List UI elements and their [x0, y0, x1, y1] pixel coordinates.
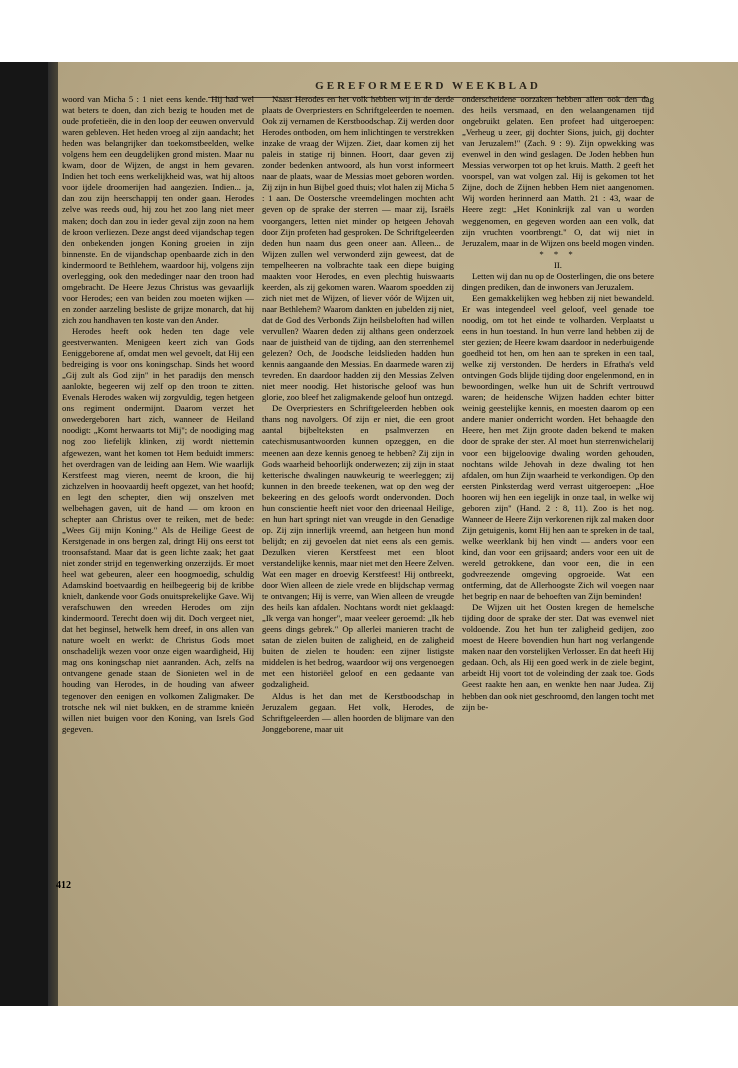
section-heading: II.: [554, 259, 562, 270]
paragraph: Naast Herodes en het volk hebben wij in de derde plaats de Overpriesters en Schriftgeleerden te noemen. Ook zij vernamen de Kerstboodschap. Zij werden door Herodes ontboden, om hem inlichtingen te verstrekken inzake de vraag der Wijzen. Ziet, daar komen zij het paleis in statige rij binnen. Hoort, daar geven zij zonder bedenken antwoord, als hun vorst informeert naar de plaats, waar de Messias moet geboren worden. Zij zijn in hun Bijbel goed thuis; vlot halen zij Micha 5 : 1 aan. De Oostersche vreemdelingen mochten acht geven op de sprake der sterren — maar zij, Israëls voorgangers, letten niet minder op hetgeen Jehovah door Zijn profeten had gesproken. De Schriftgeleerden deden hun naam dus geen oneer aan. Alleen... de Wijzen zullen wel verwonderd zijn geweest, dat de tempelheeren na volbrachte taak een diepe buiging maakten voor Herodes, en even plechtig huiswaarts keerden, als zij gekomen waren. Waarom spoedden zij zich niet met de Wijzen, of liever vóór de Wijzen uit, naar Bethlehem? Waarom dankten en jubelden zij niet, dat de God des Verbonds Zijn heilsbeloften had willen vervullen? Waaren deden zij althans geen onderzoek naar de juistheid van de tijding, aan den sterrenhemel gelezen? Och, de Joodsche leidslieden hadden hun kennis aangaande den Messias. En daarmede waren zij tevreden. En daardoor hadden zij den Messias Zelven niet meer noodig. Het historische geloof was hun glorie, zoo bleef het zaligmakende geloof hun ontzegd.: [262, 94, 454, 403]
text-column-1: [62, 94, 254, 904]
paragraph: Herodes heeft ook heden ten dage vele geestverwanten. Menigeen keert zich van Gods Eeniggeborene af, omdat men wel gevoelt, dat Hij een bedreiging is voor ons koningschap. Sinds het woord „Gij zult als God zijn" in het paradijs den mensch aanlokte, begeeren wij zelf op den troon te zitten. Evenals Herodes waken wij zorgvuldig, tegen hetgeen ons regiment ondermijnt. Daarom verzet het onwedergeboren hart zich, wanneer de Heiland noodigt: „Komt herwaarts tot Mij"; de noodiging mag nog zoo liefelijk klinken, zij wordt niettemin afgewezen, want het komen tot Hem beduidt immers: het overdragen van de leiding aan Hem. Wie waarlijk Kerstfeest mag vieren, neemt de kroon, die hij zichzelven in hoovaardij heeft opgezet, van het hoofd; en legt den schepter, dien wij onszelven met welbehagen gaven, uit de hand — om kroon en schepter aan Christus over te reiken, met de bede: „Wees Gij mijn Koning." Als de Heilige Geest de Kerstgenade in ons bergen zal, dringt Hij ons eerst tot troonsafstand. Maar dat is geen lichte zaak; het gaat niet zonder strijd en tegenwerking onzerzijds. Er moet heel wat gebeuren, aleer een hoogmoedig, schuldig Adamskind boetvaardig en heilbegeerig bij de kribbe knielt, dankende voor Gods onuitsprekelijke Gave. Wij verafschuwen den wreeden Herodes om zijn kindermoord. Terecht doen wij dit. Doch vergeet niet, dat het beginsel, hetwelk hem dreef, in ons allen van nature woelt en werkt: de Christus Gods moet onschadelijk wezen voor onze eigen waardigheid, Hij mag ons koningschap niet aanranden. Ach, zelfs na ontvangene genade staan de Sionieten wel in de houding van Herodes, in de houding van afweer tegenover den eenigen en volkomen Zaligmaker. De trotsche nek wil niet bukken, en de stramme knieën willen niet buigen voor den Koning, van Isrels God gegeven.: [62, 325, 254, 734]
section-separator: * * *: [539, 248, 577, 259]
paragraph: Aldus is het dan met de Kerstboodschap in Jeruzalem gegaan. Het volk, Herodes, de Schriftgeleerden — allen hoorden de blijmare van den Jonggeborene, maar uit: [262, 690, 454, 734]
book-spine-shadow: [48, 62, 58, 1006]
text-column-3: [462, 94, 654, 894]
paragraph: Letten wij dan nu op de Oosterlingen, die ons betere dingen prediken, dan de inwoners van Jeruzalem.: [462, 270, 654, 292]
paragraph: onderscheidene oorzaken hebben allen ook den dag des heils versmaad, en den welaangenamen tijd ongebruikt gelaten. Een profeet had uitgeroepen: „Verheug u zeer, gij dochter Sions, juich, gij dochter van Jeruzalem!" (Zach. 9 : 9). Zijn opwekking was evenwel in den wind geslagen. De Joden hebben hun Messias verworpen tot op het kruis. Matth. 2 geeft het voorspel, van wat volgen zal. Hij is gekomen tot het Zijne, doch de Zijnen hebben Hem niet aangenomen. Wij worden herinnerd aan Matth. 21 : 43, waar de Heere zegt: „Het Koninkrijk zal van u worden weggenomen, en gegeven worden aan een volk, dat zijn vruchten voortbrengt." O, dat wij niet in Jeruzalem, maar in de Wijzen ons beeld mogen vinden.: [462, 94, 654, 248]
paragraph: Een gemakkelijken weg hebben zij niet bewandeld. Er was integendeel veel geloof, veel genade toe noodig, om tot het einde te volharden. Verplaatst u eens in hun toestand. In hun verre land hebben zij de ster gezien; de Heere kwam daardoor in nederbuigende goedheid tot hen, om hen aan te spreken in een taal, welke zij verstonden. De herders in Efratha's veld ontvingen Gods blijde tijding door engelenmond, en in bewoordingen, welke hun uit de Schrift vertrouwd waren; de heidensche Wijzen hadden echter bitter weinig geestelijke kennis, en moesten daarom op een andere manier onderricht worden. Het behaagde den Heere, hen met Zijn groote daden bekend te maken door de sprake der ster. Al moet hun sterrenwichelarij voor een bijgeloovige dwaling worden gehouden, nochtans wilde Jehovah in deze dwaling tot hen afdalen, om hun Zijn waarheid te verkondigen. Op den eersten Pinksterdag werd verrast uitgeroepen: „Hoe hooren wij hen een iegelijk in onze taal, in welke wij geboren zijn" (Hand. 2 : 8, 11). Zoo is het nog. Wanneer de Heere Zijn verkorenen rijk zal maken door Zijn getuigenis, komt Hij hen aan te spreken in de taal, welke weerklank bij hen vindt — anders voor een kind, dan voor een grijsaard; anders voor een uit de wereld getrokkene, dan voor een, die in een godvreezende omgeving opgroeide. Wat een ontferming, dat de Allerhoogste Zich wil voegen naar het begrip en naar de behoeften van Zijn beminden!: [462, 292, 654, 602]
page-number: 412: [56, 880, 71, 891]
text-column-2: [262, 94, 454, 894]
paragraph: woord van Micha 5 : 1 niet eens kende. Hij had wel wat beters te doen, dan zich bezig te houden met de oude profetieën, die in den loop der eeuwen onvervuld waren gebleven. Het heden vroeg al zijn aandacht; het heden was belangrijker dan toekomstbeelden, welke volgens hem een deugdelijken grond misten. Maar nu kwam, door de Wijzen, de angst in hem gevaren. Indien het toch eens werkelijkheid was, wat hij altoos voor ijdele droomerijen had aangezien. Indien... ja, dan zou zijn heerschappij ten onder gaan. Herodes zelve was reeds oud, hij zou het zoo lang niet meer maken; doch dan zou in ieder geval zijn zoon na hem de kroon verliezen. Deze angst deed vijandschap tegen den onbekenden jongen Koning groeien in zijn binnenste. En de vijandschap openbaarde zich in den kindermoord te Bethlehem, waardoor hij, volgens zijn overlegging, ook den mededinger naar den troon had omgebracht. De Heere Jezus Christus was gevaarlijk voor Herodes; een van beiden zou moeten wijken — en zonder aarzeling besliste de grijze monarch, dat hij zich zou handhaven ten koste van den Ander.: [62, 94, 254, 325]
publication-title: GEREFORMEERD WEEKBLAD: [315, 80, 541, 92]
paragraph: De Wijzen uit het Oosten kregen de hemelsche tijding door de sprake der ster. Dat was evenwel niet voldoende. Zou het hun ter zaligheid gedijen, zoo moest de Heere bovendien hun hart nog verlangende maken naar den vorstelijken Verlosser. En dat heeft Hij gedaan. Och, als Hij een goed werk in de ziele begint, arbeidt Hij voort tot de voleinding der zaak toe. Gods Geest raakte hen aan, en wenkte hen naar Judea. Zij hebben dan ook niet geschroomd, den langen tocht met zijn be-: [462, 602, 654, 712]
paragraph: De Overpriesters en Schriftgeleerden hebben ook thans nog navolgers. Of zijn er niet, die een groot aantal bijbelteksten en psalmverzen en catechismusantwoorden kunnen opzeggen, en die meenen aan deze kennis genoeg te hebben? Zij zijn in Gods waarheid behoorlijk onderwezen; zij zijn in staat ketterische dwalingen nauwkeurig te weerleggen; zij kunnen in den breede teekenen, wat op den weg der bekeering en des geloofs wordt ondervonden. Doch hun conscientie heeft niet voor den drieenaal Heilige, en hun hart springt niet van vreugde in den Genadige op. Zij zijn innerlijk vreemd, aan hetgeen hun mond belijdt; en zij gevoelen dat niet eens als een gemis. Dezulken vieren Kerstfeest met een bloot verstandelijke kennis, maar niet met den Heere Zelven. Wat een mager en droevig Kerstfeest! Hij ontbreekt, door Wien alleen de ziele vrede en blijdschap vermag te ontvangen; Hij is verre, van Wien alleen de vreugde des heils kan afdalen. Nochtans wordt niet geklaagd: „Ik verga van honger", maar veeleer geroemd: „Ik heb geens dings gebrek." Op allerlei manieren tracht de satan de zielen buiten de zaligheid, en de zaligheid buiten de zielen te houden: een zijner listigste middelen is het bedrog, waardoor wij ons vergenoegen met een historiëel geloof en een gedaante van godzaligheid.: [262, 403, 454, 690]
